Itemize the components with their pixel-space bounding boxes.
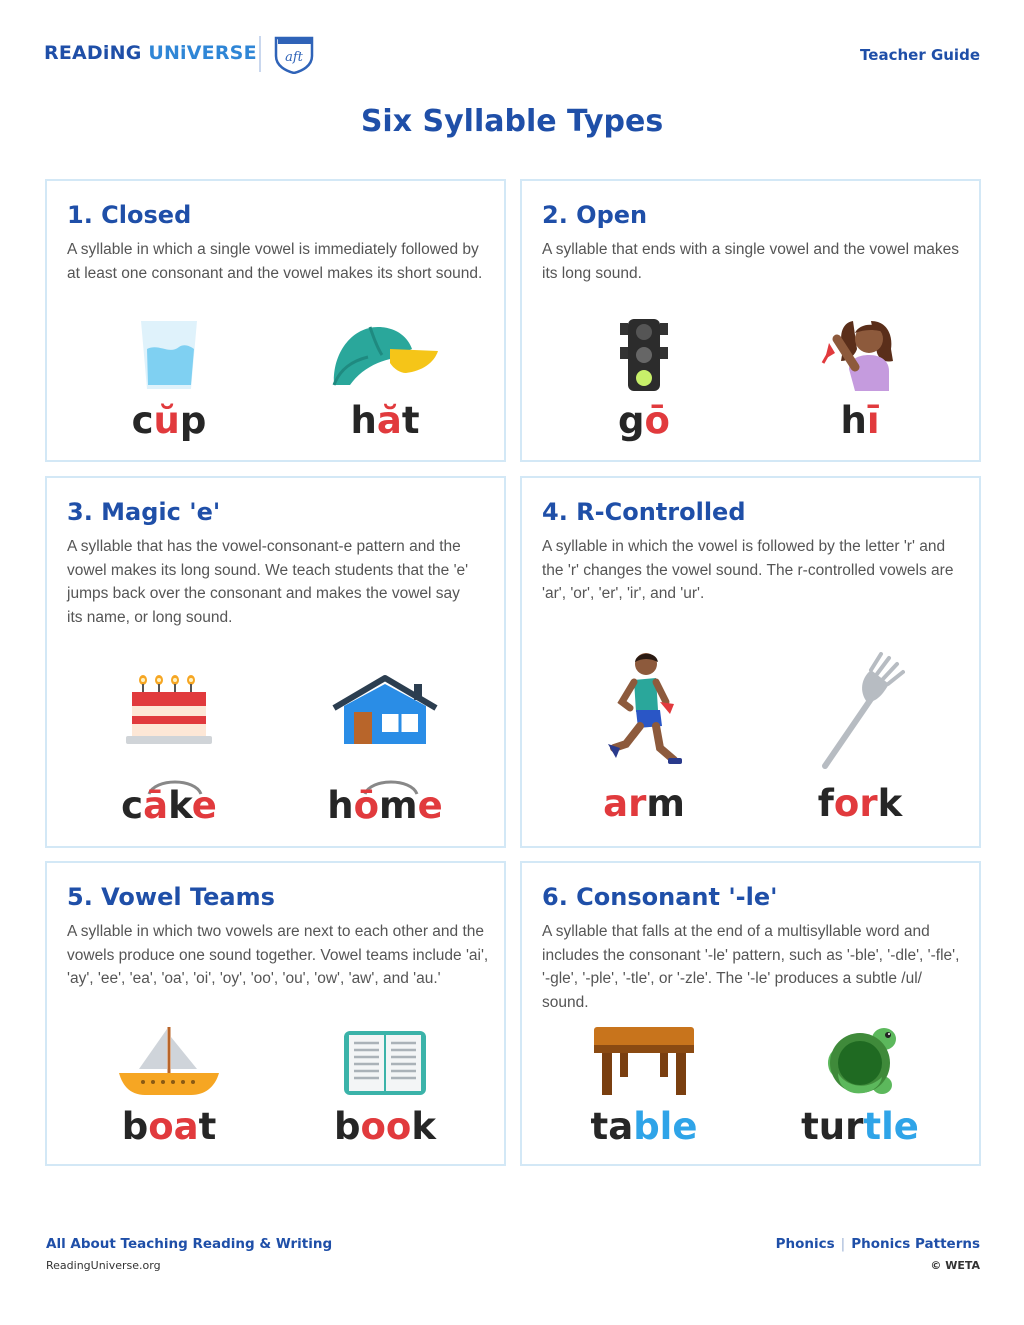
svg-text:aft: aft — [285, 50, 303, 65]
cup-of-water-icon — [139, 319, 199, 391]
card-magic-e — [45, 476, 506, 848]
house-icon — [330, 674, 440, 748]
sailboat-icon — [117, 1025, 221, 1099]
footer-links — [776, 1236, 980, 1252]
example-boat — [59, 1025, 279, 1155]
wooden-table-icon — [592, 1025, 696, 1097]
card-description: A syllable in which a single vowel is immediately followed by at least one consonant and the vowel makes its short sound. — [67, 241, 483, 282]
running-boy-icon — [604, 652, 684, 772]
reading-universe-logo[interactable] — [44, 42, 257, 64]
card-title: 4. R-Controlled — [542, 498, 746, 526]
aft-logo-icon[interactable] — [272, 34, 316, 74]
card-description: A syllable that falls at the end of a multisyllable word and includes the consonant '-le' pattern, such as '-ble', '-dle', '-fle', '-gle', '-ple', '-tle', or '-zle'. The '-le' produces a subtle /ul/ sound. — [542, 923, 960, 1011]
footer-link-phonics-patterns[interactable]: Phonics Patterns — [851, 1236, 980, 1252]
traffic-light-icon — [618, 319, 670, 391]
fork-icon — [815, 652, 905, 772]
example-word: gō — [618, 399, 670, 442]
example-word: book — [334, 1105, 436, 1148]
logo-divider — [259, 36, 261, 72]
logo-text-reading: READiNG — [44, 42, 142, 64]
card-open — [520, 179, 981, 462]
example-word: table — [590, 1105, 698, 1148]
footer-website[interactable]: ReadingUniverse.org — [46, 1259, 161, 1272]
card-closed — [45, 179, 506, 462]
example-go — [534, 319, 754, 449]
example-hat — [275, 319, 495, 449]
page-header — [0, 0, 1024, 100]
example-word: fork — [817, 782, 903, 825]
example-table — [534, 1025, 754, 1155]
card-r-controlled — [520, 476, 981, 848]
logo-text-universe: UNiVERSE — [148, 42, 257, 64]
example-home — [275, 674, 495, 834]
footer-section-title[interactable]: All About Teaching Reading & Writing — [46, 1236, 333, 1252]
card-title: 6. Consonant '-le' — [542, 883, 778, 911]
example-turtle — [750, 1025, 970, 1155]
card-description: A syllable that ends with a single vowel and the vowel makes its long sound. — [542, 241, 960, 282]
example-cup — [59, 319, 279, 449]
card-title: 5. Vowel Teams — [67, 883, 275, 911]
example-book — [275, 1025, 495, 1155]
card-title: 1. Closed — [67, 201, 192, 229]
example-word: cŭp — [131, 399, 207, 442]
example-arm — [534, 652, 754, 834]
teacher-guide-label: Teacher Guide — [860, 46, 980, 64]
example-fork — [750, 652, 970, 834]
footer-link-phonics[interactable]: Phonics — [775, 1236, 835, 1252]
waving-girl-icon — [815, 319, 905, 393]
example-hi — [750, 319, 970, 449]
card-description: A syllable in which two vowels are next to each other and the vowels produce one sound together. Vowel teams include 'ai', 'ay', 'ee', 'ea', 'oa', 'oi', 'oy', 'oo', 'ou', 'ow', 'aw', and 'au.' — [67, 923, 489, 987]
example-cake — [59, 674, 279, 834]
birthday-cake-icon — [126, 674, 212, 748]
card-description: A syllable in which the vowel is followed by the letter 'r' and the 'r' changes the vowel sound. The r-controlled vowels are 'ar', 'or', 'er', 'ir', and 'ur'. — [542, 538, 954, 602]
baseball-cap-icon — [330, 323, 440, 393]
example-word: hōme — [327, 784, 443, 827]
open-book-icon — [342, 1029, 428, 1097]
example-word: cāke — [121, 784, 217, 827]
card-title: 2. Open — [542, 201, 648, 229]
card-title: 3. Magic 'e' — [67, 498, 221, 526]
card-description: A syllable that has the vowel-consonant-e pattern and the vowel makes its long sound. We teach students that the 'e' jumps back over the consonant and makes the vowel say its name, or long sound. — [67, 538, 469, 626]
example-word: hī — [840, 399, 880, 442]
card-vowel-teams — [45, 861, 506, 1166]
page-title: Six Syllable Types — [360, 104, 664, 139]
turtle-icon — [822, 1025, 902, 1097]
example-word: hăt — [350, 399, 420, 442]
example-word: turtle — [801, 1105, 919, 1148]
footer-separator: | — [840, 1236, 846, 1252]
example-word: boat — [121, 1105, 217, 1148]
card-consonant-le — [520, 861, 981, 1166]
footer-copyright: © WETA — [930, 1259, 980, 1272]
example-word: arm — [603, 782, 685, 825]
